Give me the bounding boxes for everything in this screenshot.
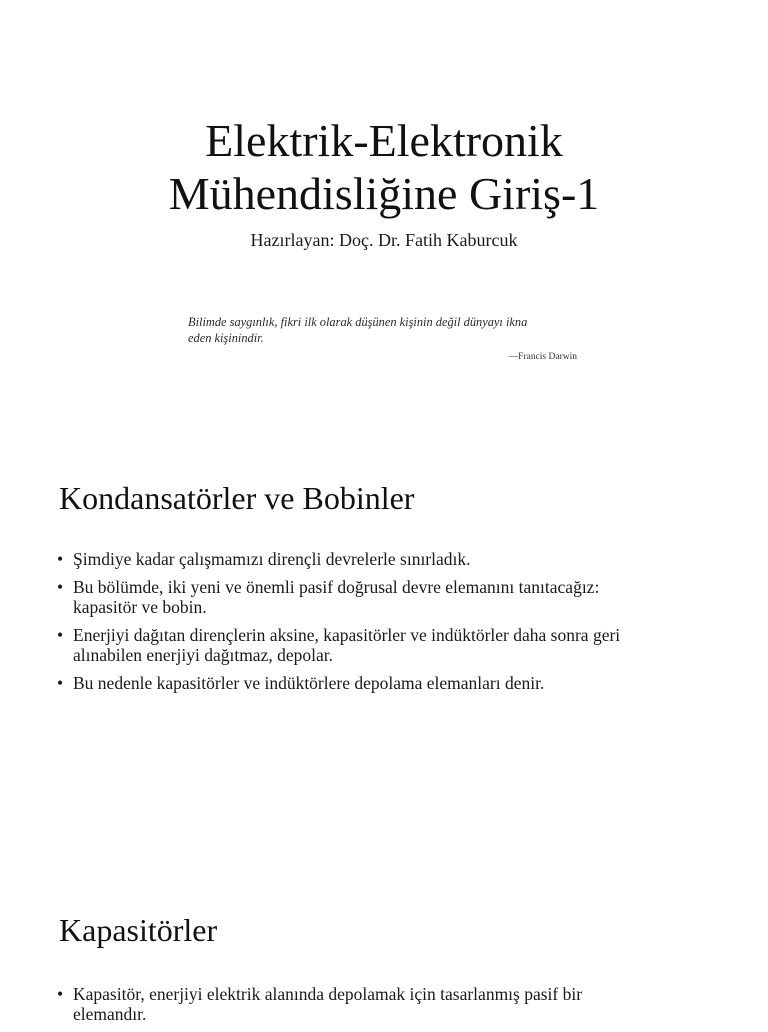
slide-subtitle: Hazırlayan: Doç. Dr. Fatih Kaburcuk: [250, 230, 518, 250]
bullet-text: Enerjiyi dağıtan dirençlerin aksine, kapasitörler ve indüktörler daha sonra geri: [73, 625, 621, 645]
list-item: [57, 625, 697, 665]
bullet-text: Bu nedenle kapasitörler ve indüktörlere depolama elemanları denir.: [73, 673, 545, 693]
list-item: [57, 984, 697, 1024]
title-line-1: Elektrik-Elektronik: [205, 115, 563, 166]
bullet-icon: •: [57, 673, 64, 693]
quote-line-1: Bilimde saygınlık, fikri ilk olarak düşünen kişinin değil dünyayı ikna: [188, 315, 528, 329]
slide-capacitors-inductors: [0, 432, 768, 864]
list-item: [57, 673, 697, 693]
quote-image: [186, 314, 579, 366]
title-line-2: Mühendisliğine Giriş-1: [168, 168, 600, 219]
quote-line-2: eden kişinindir.: [188, 331, 264, 345]
list-item: [57, 549, 697, 569]
bullet-icon: •: [57, 625, 64, 645]
bullet-icon: •: [57, 549, 64, 569]
list-item: [57, 577, 697, 617]
quote-author: —Francis Darwin: [508, 352, 577, 362]
bullet-text: Bu bölümde, iki yeni ve önemli pasif doğrusal devre elemanını tanıtacağız:: [73, 577, 600, 597]
slide-capacitors: [0, 864, 768, 1024]
quote-text: [186, 314, 579, 346]
bullet-icon: •: [57, 577, 64, 597]
bullet-text-continued: kapasitör ve bobin.: [73, 597, 207, 617]
bullet-text-continued: alınabilen enerjiyi dağıtmaz, depolar.: [73, 645, 333, 665]
slide-heading: Kapasitörler: [59, 912, 218, 948]
bullet-text: Kapasitör, enerjiyi elektrik alanında depolamak için tasarlanmış pasif bir: [73, 984, 583, 1004]
bullet-text: Şimdiye kadar çalışmamızı dirençli devrelerle sınırladık.: [73, 549, 471, 569]
slide-title: [0, 114, 768, 220]
bullet-icon: •: [57, 984, 64, 1004]
title-slide: [0, 0, 768, 432]
bullet-list: [57, 984, 697, 1032]
slide-heading: Kondansatörler ve Bobinler: [59, 480, 415, 516]
bullet-list: [57, 549, 697, 701]
bullet-text-continued: elemandır.: [73, 1004, 147, 1024]
